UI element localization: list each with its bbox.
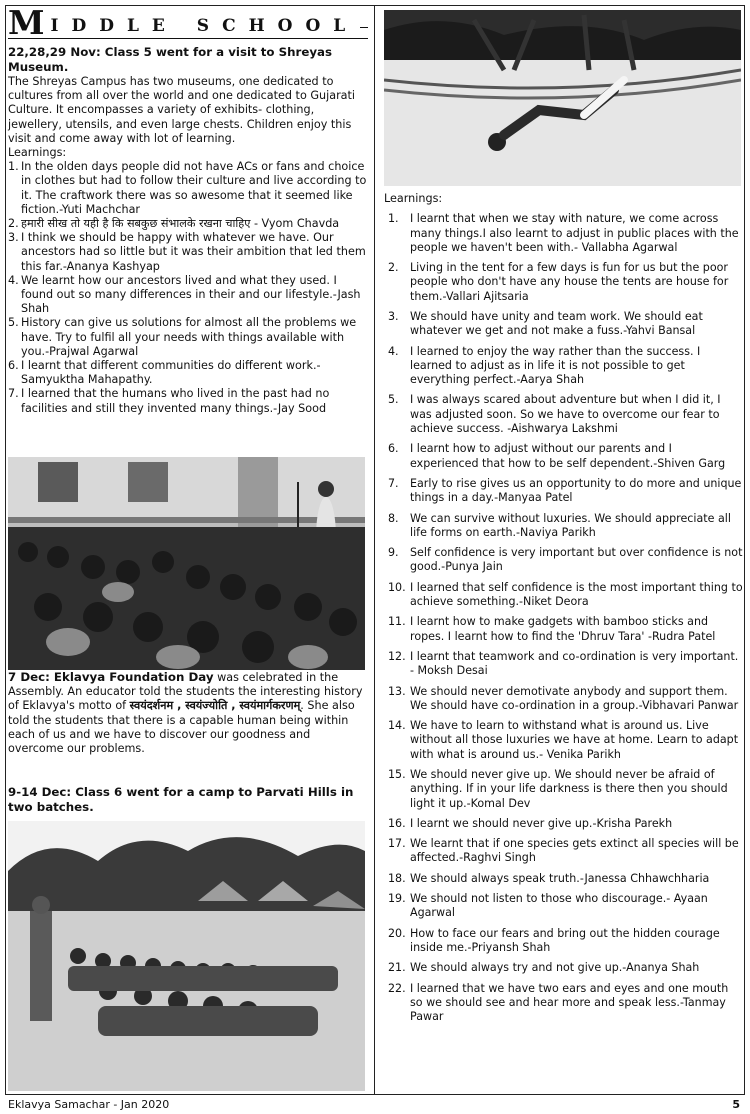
list-item: 20. How to face our fears and bring out the hidden courage inside me.-Priyansh Shah [388,926,720,954]
list-item: 1. In the olden days people did not have ACs or fans and choice in clothes but had to follow their culture and live according to it. The craftwork there was so awesome that it seemed like fiction.-Yuti Machchar [8,160,367,216]
list-item: 4. We learnt how our ancestors lived and what they used. I found out so many differences in their and our lifestyle.-Jash Shah [8,273,361,316]
masthead-initial: M [8,3,45,42]
list-item: 11. I learnt how to make gadgets with bamboo sticks and ropes. I learnt how to find the 'Dhruv Tara' -Rudra Patel [388,615,716,643]
list-item: 1. I learnt that when we stay with nature, we come across many things.I also learnt to adjust in public places with the people we haven't been with.- Vallabha Agarwal [388,212,739,254]
section-masthead [8,3,368,42]
masthead-rule [360,27,368,28]
camp-learnings-list [384,212,743,1024]
list-item: 22. I learned that we have two ears and eyes and one mouth so we should see and hear more and speak less.-Tanmay Pawar [388,981,729,1024]
foundation-article [8,670,365,756]
museum-article [8,45,368,416]
camp-heading: 9-14 Dec: Class 6 went for a camp to Parvati Hills in two batches. [8,785,354,814]
camp-learnings [384,192,743,1024]
camp-group-photo [8,821,365,1091]
list-item: 8. We can survive without luxuries. We should appreciate all life forms on earth.-Naviya Parikh [388,511,731,539]
list-item: 13. We should never demotivate anybody and support them. We should have co-ordination in a group.-Vibhavari Panwar [388,684,739,712]
list-item: 18. We should always speak truth.-Janessa Chhawchharia [388,871,710,885]
camp-learnings-label: Learnings: [384,192,443,205]
list-item: 7. I learned that the humans who lived in the past had no facilities and still they invented many things.-Jay Sood [8,387,330,415]
museum-learnings-label: Learnings: [8,146,67,160]
foundation-body-2: . She also told the students that there is a capable human being within each of us and we have to discover our goodness and overcome our problems. [8,699,355,756]
footer-publication-title: Eklavya Samachar - Jan 2020 [8,1098,170,1111]
list-item: 5. History can give us solutions for almost all the problems we have. Try to fulfil all your needs with things available with you.-Prajwal Agarwal [8,316,357,358]
list-item: 3. I think we should be happy with whatever we have. Our ancestors had so little but it was their ambition that led them this far.-Ananya Kashyap [8,231,366,273]
assembly-photo [8,457,365,670]
list-item: 9. Self confidence is very important but over confidence is not good.-Punya Jain [388,546,743,574]
foundation-body-1: was celebrated in the Assembly. An educator told the students the interesting history of Eklavya's motto of [8,671,363,713]
column-divider [374,5,375,1095]
camp-article [8,785,365,815]
foundation-motto: स्वयंदर्शनम , स्वयंज्योति , स्वयंमार्गकरणम् [129,699,301,713]
list-item: 14. We have to learn to withstand what is around us. Live without all those luxuries we have at home. Learn to adapt with what is around us.- Venika Parikh [388,719,739,761]
list-item: 10. I learned that self confidence is the most important thing to achieve something.-Niket Deora [388,580,743,609]
masthead-title: IDDLE SCHOOL [50,16,359,36]
list-item: 19. We should not listen to those who discourage.- Ayaan Agarwal [388,892,708,920]
list-item: 6. I learnt how to adjust without our parents and I experienced that how to be self dependent.-Shiven Garg [388,442,726,470]
footer-page-number: 5 [732,1098,740,1111]
museum-body: The Shreyas Campus has two museums, one dedicated to cultures from all over the world and one dedicated to Gujarati Culture. It encompasses a variety of exhibits- clothing, jewellery, utensils, and even large chests. Children enjoy this visit and come away with lot of learning. [8,75,356,145]
list-item: 15. We should never give up. We should never be afraid of anything. If in your life darkness is there then you should light it up.-Komal Dev [388,768,728,810]
foundation-heading: 7 Dec: Eklavya Foundation Day [8,670,214,684]
list-item: 17. We learnt that if one species gets extinct all species will be affected.-Raghvi Singh [388,837,739,865]
list-item: 12. I learnt that teamwork and co-ordination is very important. - Moksh Desai [388,649,739,678]
list-item: 21. We should always try and not give up.-Ananya Shah [388,961,700,975]
list-item: 6. I learnt that different communities do different work.- Samyuktha Mahapathy. [8,359,321,387]
list-item: 4. I learned to enjoy the way rather than the success. I learned to adjust as in life it is not possible to get everything perfect.-Aarya Shah [388,344,701,387]
list-item: 16. I learnt we should never give up.-Krisha Parekh [388,816,673,830]
rope-activity-photo [384,10,741,186]
list-item: 2. Living in the tent for a few days is fun for us but the poor people who don't have any house the tents are house for them.-Vallari Ajitsaria [388,261,729,303]
list-item: 5. I was always scared about adventure but when I did it, I was adjusted soon. So we have to overcome our fear to achieve success. -Aishwarya Lakshmi [388,393,721,436]
museum-learnings-list [8,160,368,416]
list-item: 2. हमारी सीख तो यही है कि सबकुछ संभालके रखना चाहिए - Vyom Chavda [8,217,340,231]
museum-heading: 22,28,29 Nov: Class 5 went for a visit to Shreyas Museum. [8,45,332,74]
list-item: 3. We should have unity and team work. We should eat whatever we get and not make a fuss.-Yahvi Bansal [388,309,703,338]
left-column [8,3,368,814]
list-item: 7. Early to rise gives us an opportunity to do more and unique things in a day.-Manyaa Patel [388,476,742,505]
